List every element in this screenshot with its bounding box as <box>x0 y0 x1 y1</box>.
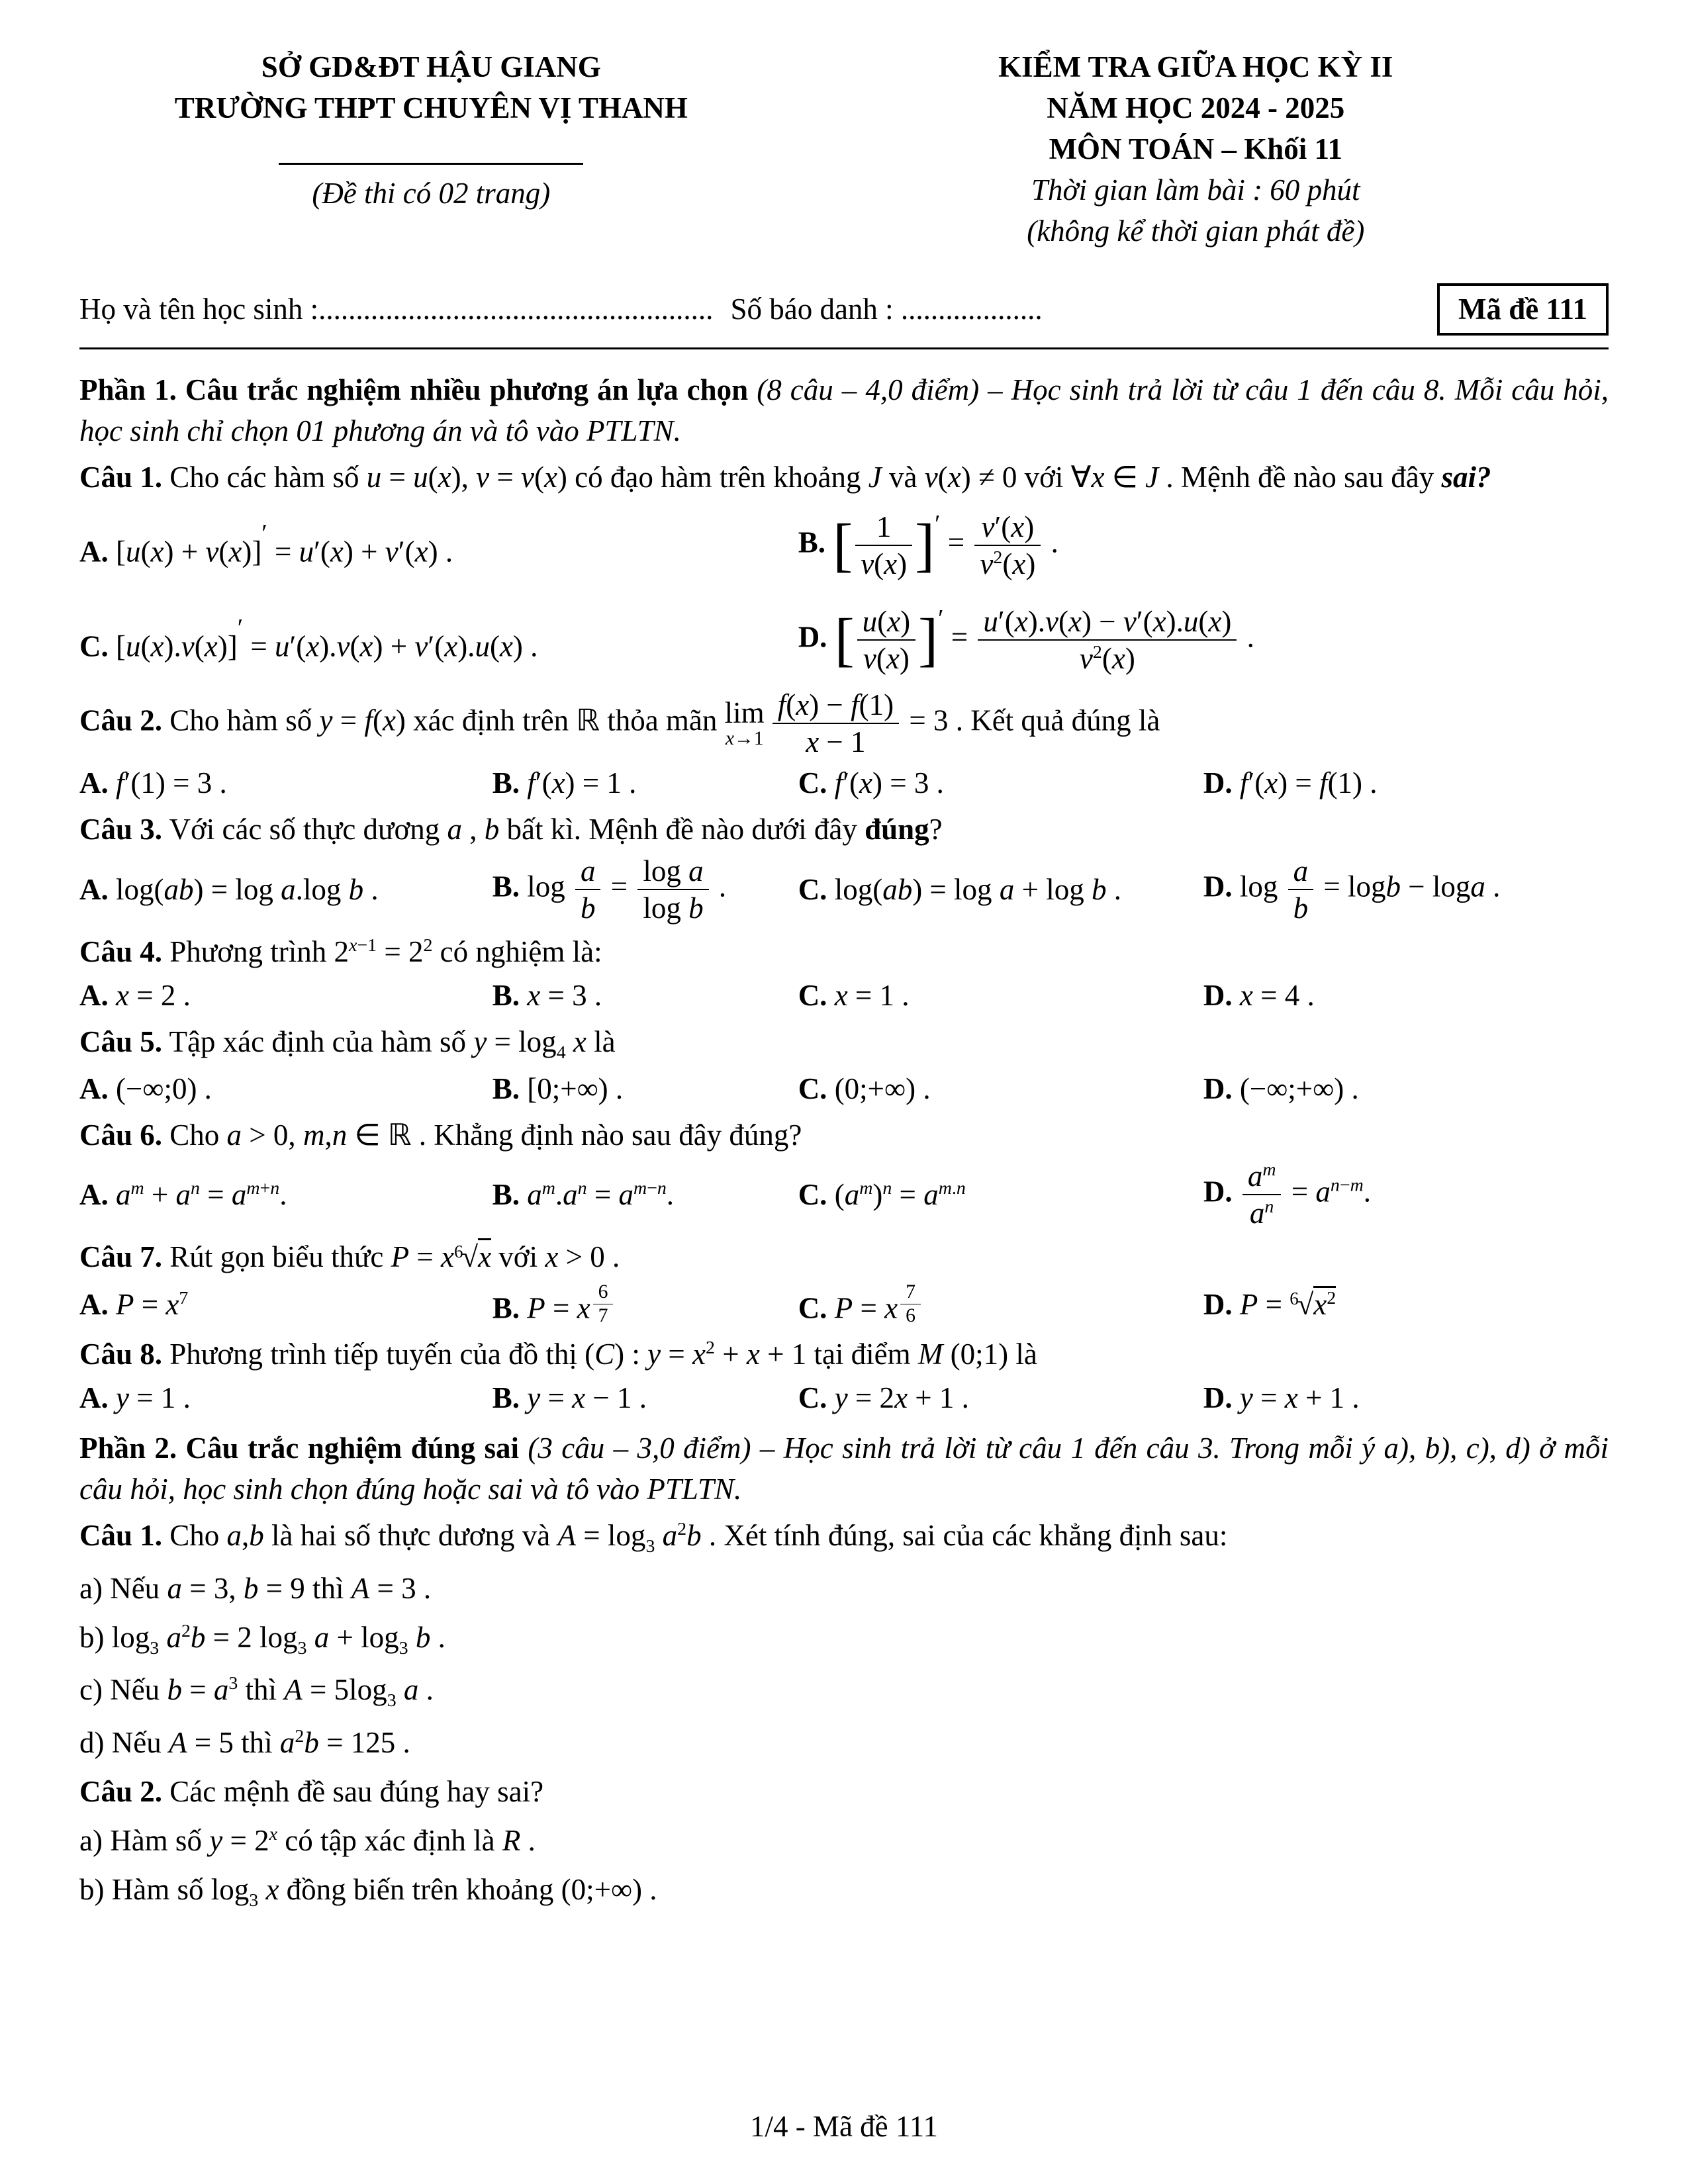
option-d: D. [ $\frac{u(x)}{v(x)}$ ]′ = $\frac{u'(x).v(x) - v'(x).u(x)}{v^2(x)}$ . <box>798 605 1254 676</box>
statement-a: a) Nếu a = 3, b = 9 thì A = 3 . <box>79 1571 432 1605</box>
p2-question-2 <box>79 1771 1609 1914</box>
options-row <box>79 762 1609 803</box>
options-row <box>79 975 1609 1016</box>
option-b: B. [ $\frac{1}{v(x)}$ ]′ = $\frac{v'(x)}{v^2(x)}$ . <box>798 510 1058 581</box>
option-c: C. (0;+∞) . <box>798 1072 931 1106</box>
option-a: A. log(ab) = log a.log b . <box>79 872 379 906</box>
header-divider <box>279 163 583 165</box>
option-c: C. $(a^m)^n = a^{m.n}$ <box>798 1178 966 1212</box>
option-c: C. P = x $^{\frac{7}{6}}$ <box>798 1281 1203 1328</box>
option-a: A. $P = x^7$ <box>79 1287 189 1321</box>
student-info-row <box>79 283 1609 335</box>
option-c: C. log(ab) = log a + log b . <box>798 872 1121 906</box>
school-year: NĂM HỌC 2024 - 2025 <box>1047 91 1345 125</box>
part1-title: Phần 1. Câu trắc nghiệm nhiều phương án lựa chọn (8 câu – 4,0 điểm) – Học sinh trả lời từ câu 1 đến câu 8. Mỗi câu hỏi, học sinh chỉ chọn 01 phương án và tô vào PTLTN. <box>79 373 1609 447</box>
option-a: A. y = 1 . <box>79 1381 191 1415</box>
question-stem: Câu 5. Tập xác định của hàm số $y = \log_4 x$ là <box>79 1024 616 1063</box>
question-stem: Câu 4. Phương trình $2^{x-1} = 2^2$ có nghiệm là: <box>79 934 602 968</box>
option-c: C. y = 2x + 1 . <box>798 1381 969 1415</box>
section-divider <box>79 347 1609 349</box>
question-stem: Câu 7. Rút gọn biểu thức $P = x^6√x$ với x > 0 . <box>79 1236 1609 1277</box>
statement-a: a) Hàm số $y = 2^x$ có tập xác định là R . <box>79 1824 536 1858</box>
option-d: D. $P = ^6√x^2$ <box>1203 1284 1609 1325</box>
department-name: SỞ GD&ĐT HẬU GIANG <box>261 50 601 83</box>
header-left <box>79 46 783 251</box>
part2-title: Phần 2. Câu trắc nghiệm đúng sai (3 câu – 3,0 điểm) – Học sinh trả lời từ câu 1 đến câu 3. Trong mỗi ý a), b), c), d) ở mỗi câu hỏi, học sinh chọn đúng hoặc sai và tô vào PTLTN. <box>79 1432 1609 1506</box>
options-row <box>79 1158 1609 1231</box>
option-b: B. x = 3 . <box>492 978 602 1012</box>
option-b: B. P = x $^{\frac{6}{7}}$ <box>492 1281 798 1328</box>
question-stem: Câu 3. Với các số thực dương a , b bất kì. Mệnh đề nào dưới đây đúng? <box>79 813 943 846</box>
option-c: C. f′(x) = 3 . <box>798 766 944 800</box>
question-stem: Câu 1. Cho các hàm số u = u(x), v = v(x) có đạo hàm trên khoảng J và v(x) ≠ 0 với ∀x ∈ J . Mệnh đề nào sau đây sai? <box>79 460 1491 494</box>
p1-question-3 <box>79 809 1609 925</box>
p1-question-4 <box>79 931 1609 1016</box>
question-stem: Câu 6. Cho a > 0, m,n ∈ ℝ . Khẳng định nào sau đây đúng? <box>79 1118 802 1152</box>
options-row <box>79 1281 1609 1328</box>
option-d: D. f′(x) = f(1) . <box>1203 766 1378 800</box>
p2-question-1 <box>79 1515 1609 1763</box>
exam-title: KIỂM TRA GIỮA HỌC KỲ II <box>998 50 1393 83</box>
options-row <box>79 507 1609 677</box>
student-id-label: Số báo danh : ................... <box>730 293 1043 326</box>
time-note: (không kể thời gian phát đề) <box>1027 214 1365 248</box>
option-d: D. x = 4 . <box>1203 978 1315 1012</box>
subject-grade: MÔN TOÁN – Khối 11 <box>1049 132 1342 166</box>
question-stem: Câu 1. Cho a,b là hai số thực dương và $A = \log_3 a^2b$ . Xét tính đúng, sai của các khẳng định sau: <box>79 1519 1228 1557</box>
option-b: B. log $\frac{a}{b}$ = $\frac{\text{log a}}{\text{log b}}$ . <box>492 854 727 925</box>
options-row <box>79 853 1609 926</box>
question-stem: Câu 2. Cho hàm số y = f(x) xác định trên ℝ thỏa mãn lim x→1 $\frac{f(x) - f(1)}{x - 1}$ = 3 . Kết quả đúng là <box>79 688 1160 759</box>
option-b: B. $a^m.a^n = a^{m-n}$. <box>492 1178 675 1212</box>
option-a: A. f′(1) = 3 . <box>79 766 227 800</box>
p1-question-5 <box>79 1021 1609 1110</box>
pages-note: (Đề thi có 02 trang) <box>312 177 551 210</box>
question-stem: Câu 2. Các mệnh đề sau đúng hay sai? <box>79 1775 544 1808</box>
option-d: D. log $\frac{a}{b}$ = logb − loga . <box>1203 854 1501 925</box>
option-a: A. x = 2 . <box>79 978 191 1012</box>
option-d: D. y = x + 1 . <box>1203 1381 1360 1415</box>
option-b: B. f′(x) = 1 . <box>492 766 637 800</box>
option-b: B. [0;+∞) . <box>492 1072 624 1106</box>
option-a: A. $a^m + a^n = a^{m+n}$. <box>79 1178 287 1212</box>
page-footer: 1/4 - Mã đề 111 <box>749 2109 939 2143</box>
option-a: A. (−∞;0) . <box>79 1072 212 1106</box>
p1-question-8 <box>79 1334 1609 1418</box>
p1-question-7 <box>79 1236 1609 1328</box>
exam-code-box: Mã đề 111 <box>1437 283 1609 335</box>
p1-question-1 <box>79 457 1609 677</box>
option-d: D. $\frac{a^m}{a^n}$ = $a^{n-m}$. <box>1203 1160 1371 1230</box>
option-c: C. x = 1 . <box>798 978 910 1012</box>
time-limit: Thời gian làm bài : 60 phút <box>1031 173 1360 207</box>
p1-question-2 <box>79 687 1609 803</box>
statement-b: b) Hàm số $\log_3 x$ đồng biến trên khoảng (0;+∞) . <box>79 1873 657 1911</box>
options-row <box>79 1068 1609 1109</box>
exam-header <box>79 46 1609 251</box>
header-right <box>783 46 1609 251</box>
school-name: TRƯỜNG THPT CHUYÊN VỊ THANH <box>174 91 688 125</box>
option-a: A. [u(x) + v(x)]′ = u′(x) + v′(x) . <box>79 520 453 569</box>
option-d: D. (−∞;+∞) . <box>1203 1072 1359 1106</box>
statement-b: b) $\log_3 a^2b = 2$ $\log_3 a + \log_3 b$ . <box>79 1620 445 1659</box>
question-stem: Câu 8. Phương trình tiếp tuyến của đồ thị (C) : $y = x^2 + x + 1$ tại điểm M (0;1) là <box>79 1337 1037 1371</box>
p1-question-6 <box>79 1115 1609 1231</box>
options-row <box>79 1377 1609 1418</box>
option-c: C. [u(x).v(x)]′ = u′(x).v(x) + v′(x).u(x) . <box>79 614 538 663</box>
statement-c: c) Nếu $b = a^3$ thì $A = 5\log_3$ a . <box>79 1673 434 1711</box>
student-name-label: Họ và tên học sinh :..................................................... <box>79 293 714 326</box>
statement-d: d) Nếu A = 5 thì $a^2b = 125$ . <box>79 1725 410 1759</box>
option-b: B. y = x − 1 . <box>492 1381 647 1415</box>
